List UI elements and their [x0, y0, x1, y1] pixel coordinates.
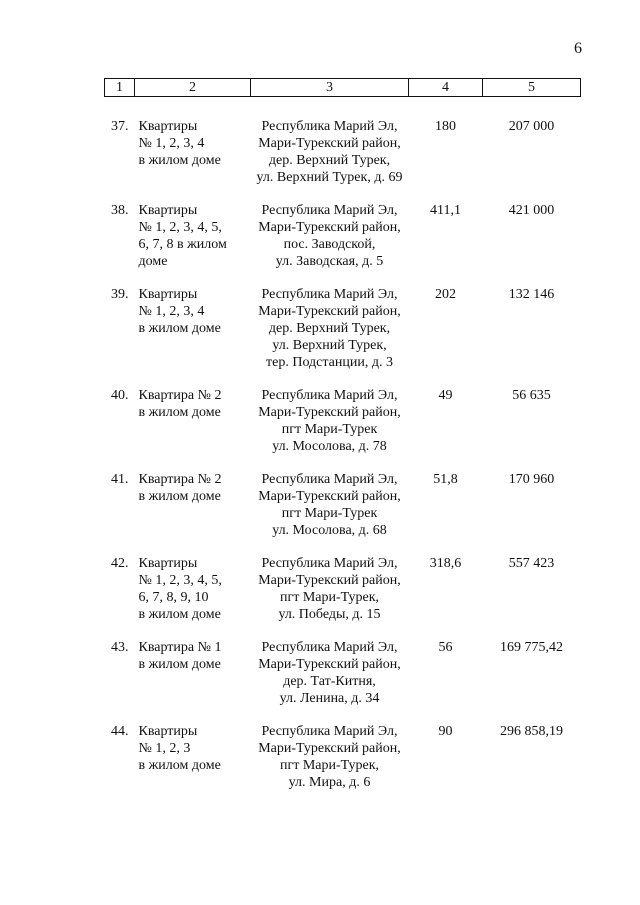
object-description: Квартиры № 1, 2, 3, 4 в жилом доме	[138, 119, 221, 168]
price-cell: 132 146	[508, 287, 555, 302]
price-cell: 296 858,19	[500, 724, 563, 739]
table-row	[105, 723, 581, 807]
table-row	[105, 387, 581, 471]
address-cell: Республика Марий Эл, Мари-Турекский район, пгт Мари-Турек ул. Мосолова, д. 68	[258, 472, 401, 538]
row-number: 42.	[111, 556, 129, 571]
price-cell: 170 960	[508, 472, 555, 487]
price-cell: 169 775,42	[500, 640, 563, 655]
address-cell: Республика Марий Эл, Мари-Турекский район, пгт Мари-Турек, ул. Победы, д. 15	[258, 556, 401, 622]
table-body	[105, 97, 581, 808]
area-cell: 180	[435, 119, 456, 134]
object-description: Квартира № 2 в жилом доме	[138, 472, 222, 504]
row-number: 44.	[111, 724, 129, 739]
table-row	[105, 471, 581, 555]
row-number: 38.	[111, 203, 129, 218]
price-cell: 207 000	[508, 119, 555, 134]
address-cell: Республика Марий Эл, Мари-Турекский район, дер. Тат-Китня, ул. Ленина, д. 34	[258, 640, 401, 706]
table-row	[105, 202, 581, 286]
area-cell: 411,1	[430, 203, 461, 218]
property-table	[104, 78, 581, 807]
row-number: 43.	[111, 640, 129, 655]
column-header: 5	[483, 79, 581, 97]
row-number: 39.	[111, 287, 129, 302]
object-description: Квартиры № 1, 2, 3, 4 в жилом доме	[138, 287, 221, 336]
address-cell: Республика Марий Эл, Мари-Турекский район, пгт Мари-Турек, ул. Мира, д. 6	[258, 724, 401, 790]
page-number: 6	[574, 40, 582, 57]
object-description: Квартиры № 1, 2, 3, 4, 5, 6, 7, 8, 9, 10 в жилом доме	[138, 556, 222, 622]
address-cell: Республика Марий Эл, Мари-Турекский район, пос. Заводской, ул. Заводская, д. 5	[258, 203, 401, 269]
area-cell: 51,8	[433, 472, 458, 487]
area-cell: 202	[435, 287, 456, 302]
object-description: Квартиры № 1, 2, 3, 4, 5, 6, 7, 8 в жилом доме	[138, 203, 227, 269]
table-row	[105, 97, 581, 203]
table-row	[105, 286, 581, 387]
column-header: 3	[251, 79, 409, 97]
table-row	[105, 555, 581, 639]
object-description: Квартира № 1 в жилом доме	[138, 640, 222, 672]
price-cell: 421 000	[508, 203, 555, 218]
object-description: Квартира № 2 в жилом доме	[138, 388, 222, 420]
column-header: 4	[409, 79, 483, 97]
area-cell: 318,6	[429, 556, 462, 571]
area-cell: 49	[438, 388, 453, 403]
address-cell: Республика Марий Эл, Мари-Турекский район, пгт Мари-Турек ул. Мосолова, д. 78	[258, 388, 401, 454]
row-number: 41.	[111, 472, 129, 487]
address-cell: Республика Марий Эл, Мари-Турекский район, дер. Верхний Турек, ул. Верхний Турек, д. 69	[256, 119, 403, 185]
area-cell: 56	[438, 640, 453, 655]
row-number: 40.	[111, 388, 129, 403]
address-cell: Республика Марий Эл, Мари-Турекский район, дер. Верхний Турек, ул. Верхний Турек, тер. Подстанции, д. 3	[258, 287, 401, 370]
column-header: 1	[105, 79, 135, 97]
table-row	[105, 639, 581, 723]
price-cell: 557 423	[508, 556, 555, 571]
table-header-row	[105, 79, 581, 97]
column-header: 2	[135, 79, 251, 97]
area-cell: 90	[438, 724, 453, 739]
price-cell: 56 635	[512, 388, 551, 403]
row-number: 37.	[111, 119, 129, 134]
object-description: Квартиры № 1, 2, 3 в жилом доме	[138, 724, 221, 773]
